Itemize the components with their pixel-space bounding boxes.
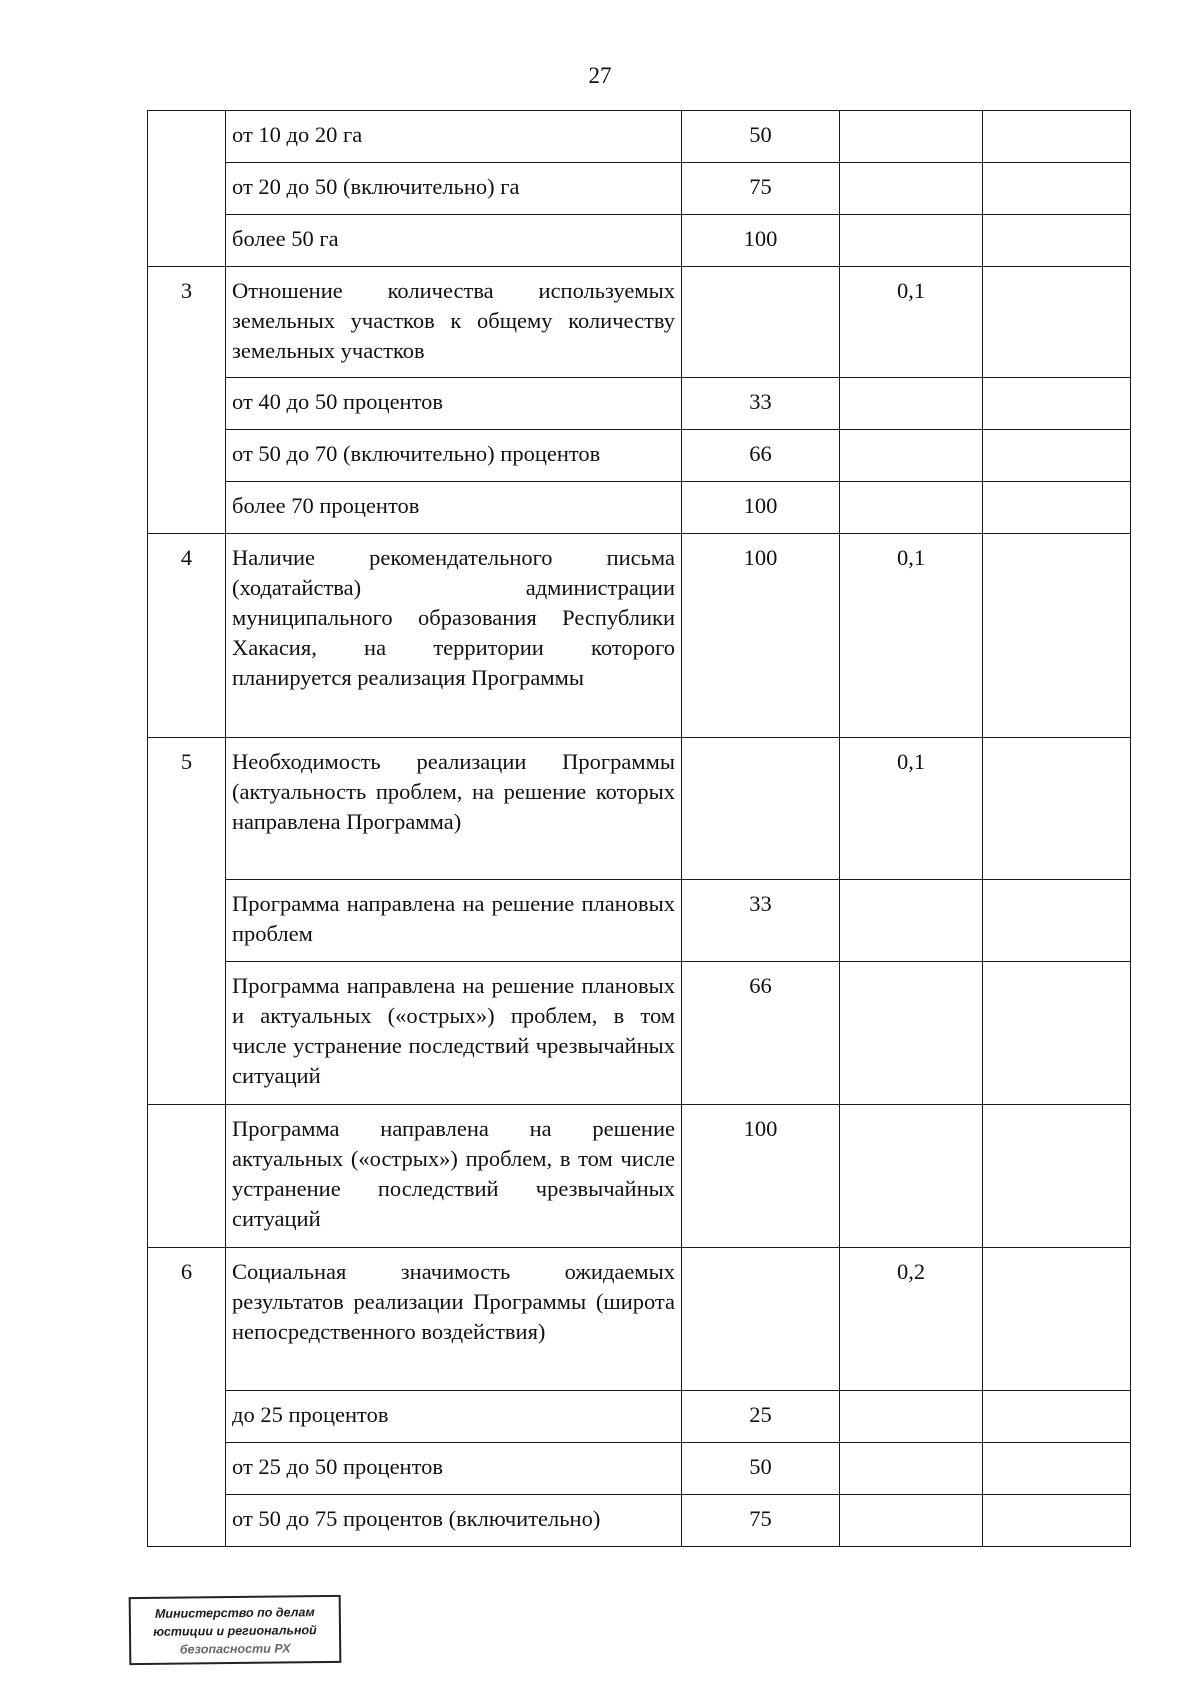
criterion-cell: более 50 га (226, 215, 682, 267)
weight-cell (840, 1105, 983, 1248)
weight-cell (840, 880, 983, 962)
criterion-cell: Программа направлена на решение плановых проблем (226, 880, 682, 962)
points-cell: 75 (682, 1495, 840, 1547)
page-number: 27 (588, 63, 612, 88)
criterion-cell: от 25 до 50 процентов (226, 1443, 682, 1495)
score-cell (983, 163, 1131, 215)
criterion-cell: от 40 до 50 процентов (226, 378, 682, 430)
points-cell: 50 (682, 111, 840, 163)
criterion-cell: до 25 процентов (226, 1391, 682, 1443)
score-cell (983, 1248, 1131, 1391)
points-cell: 75 (682, 163, 840, 215)
table-row (148, 534, 1131, 738)
row-number-cell: 6 (148, 1248, 226, 1547)
points-cell: 100 (682, 1105, 840, 1248)
weight-cell (840, 962, 983, 1105)
table-row (148, 111, 1131, 163)
points-cell: 33 (682, 880, 840, 962)
table-row (148, 1391, 1131, 1443)
table-row (148, 1443, 1131, 1495)
score-cell (983, 1443, 1131, 1495)
score-cell (983, 962, 1131, 1105)
criterion-cell: от 10 до 20 га (226, 111, 682, 163)
weight-cell (840, 215, 983, 267)
weight-cell: 0,2 (840, 1248, 983, 1391)
criterion-cell: от 50 до 70 (включительно) процентов (226, 430, 682, 482)
weight-cell (840, 378, 983, 430)
criterion-cell: Наличие рекомендательного письма (ходатайства) администрации муниципального образования Республики Хакасия, на территории которого планируется реализация Программы (226, 534, 682, 738)
points-cell: 50 (682, 1443, 840, 1495)
weight-cell (840, 482, 983, 534)
criterion-cell: Необходимость реализации Программы (актуальность проблем, на решение которых направлена Программа) (226, 738, 682, 880)
table-row (148, 163, 1131, 215)
criterion-cell: от 50 до 75 процентов (включительно) (226, 1495, 682, 1547)
table-row (148, 215, 1131, 267)
table-row (148, 482, 1131, 534)
points-cell (682, 1248, 840, 1391)
points-cell: 25 (682, 1391, 840, 1443)
score-cell (983, 534, 1131, 738)
score-cell (983, 738, 1131, 880)
row-number-cell (148, 1105, 226, 1248)
table-row (148, 378, 1131, 430)
criterion-cell: Программа направлена на решение плановых и актуальных («острых») проблем, в том числе устранение последствий чрезвычайных ситуаций (226, 962, 682, 1105)
weight-cell: 0,1 (840, 738, 983, 880)
ministry-stamp (129, 1595, 342, 1665)
table-row (148, 880, 1131, 962)
row-number-cell (148, 111, 226, 267)
score-cell (983, 378, 1131, 430)
weight-cell: 0,1 (840, 267, 983, 378)
table-row (148, 430, 1131, 482)
points-cell (682, 267, 840, 378)
points-cell: 66 (682, 430, 840, 482)
points-cell: 100 (682, 215, 840, 267)
score-cell (983, 1105, 1131, 1248)
weight-cell (840, 163, 983, 215)
score-cell (983, 482, 1131, 534)
criterion-cell: Социальная значимость ожидаемых результатов реализации Программы (широта непосредственного воздействия) (226, 1248, 682, 1391)
row-number-cell: 3 (148, 267, 226, 534)
weight-cell (840, 1391, 983, 1443)
weight-cell: 0,1 (840, 534, 983, 738)
criterion-cell: от 20 до 50 (включительно) га (226, 163, 682, 215)
table-row (148, 267, 1131, 378)
row-number-cell: 4 (148, 534, 226, 738)
criterion-cell: более 70 процентов (226, 482, 682, 534)
table-row (148, 1495, 1131, 1547)
weight-cell (840, 1443, 983, 1495)
stamp-line: Министерство по делам (154, 1605, 315, 1621)
weight-cell (840, 111, 983, 163)
score-cell (983, 880, 1131, 962)
score-cell (983, 1495, 1131, 1547)
criteria-table (147, 110, 1131, 1547)
stamp-line: юстиции и региональной (153, 1623, 317, 1639)
score-cell (983, 111, 1131, 163)
score-cell (983, 1391, 1131, 1443)
points-cell: 66 (682, 962, 840, 1105)
weight-cell (840, 430, 983, 482)
points-cell (682, 738, 840, 880)
points-cell: 100 (682, 534, 840, 738)
criterion-cell: Программа направлена на решение актуальных («острых») проблем, в том числе устранение последствий чрезвычайных ситуаций (226, 1105, 682, 1248)
table-row (148, 1248, 1131, 1391)
score-cell (983, 430, 1131, 482)
row-number-cell: 5 (148, 738, 226, 1105)
score-cell (983, 267, 1131, 378)
stamp-line: безопасности РХ (179, 1641, 291, 1657)
table-row (148, 962, 1131, 1105)
score-cell (983, 215, 1131, 267)
points-cell: 33 (682, 378, 840, 430)
table-row (148, 738, 1131, 880)
criterion-cell: Отношение количества используемых земельных участков к общему количеству земельных участков (226, 267, 682, 378)
table-row (148, 1105, 1131, 1248)
weight-cell (840, 1495, 983, 1547)
points-cell: 100 (682, 482, 840, 534)
